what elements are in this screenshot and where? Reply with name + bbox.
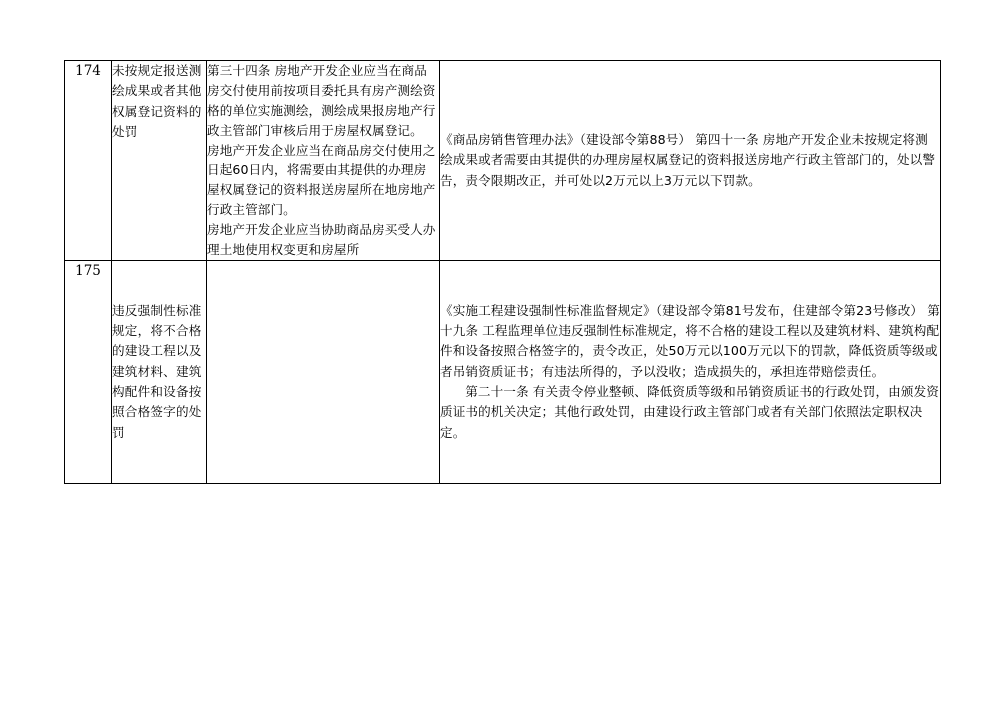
penalty-description-cell [440, 260, 941, 483]
penalty-table [64, 60, 941, 484]
row-number-cell: 175 [65, 260, 112, 483]
table-row [65, 61, 941, 261]
penalty-basis-cell [207, 61, 440, 261]
basis-paragraph: 房地产开发企业应当协助商品房买受人办理土地使用权变更和房屋所 [207, 222, 436, 258]
description-paragraph: 《商品房销售管理办法》（建设部令第88号） 第四十一条 房地产开发企业未按规定将测绘成果或者需要由其提供的办理房屋权属登记的资料报送房地产行政主管部门的，处以警告，责令限期改正，并可处以2万元以上3万元以下罚款。 [440, 131, 936, 188]
table-row [65, 260, 941, 483]
penalty-name-cell: 未按规定报送测绘成果或者其他权属登记资料的处罚 [112, 61, 207, 261]
penalty-name-cell: 违反强制性标准规定，将不合格的建设工程以及建筑材料、建筑构配件和设备按照合格签字的处罚 [112, 260, 207, 483]
penalty-description-cell [440, 61, 941, 261]
basis-paragraph: 房地产开发企业应当在商品房交付使用之日起60日内，将需要由其提供的办理房屋权属登记的资料报送房屋所在地房地产行政主管部门。 [207, 142, 436, 218]
penalty-basis-cell [207, 260, 440, 483]
description-paragraph: 《实施工程建设强制性标准监督规定》（建设部令第81号发布，住建部令第23号修改） 第十九条 工程监理单位违反强制性标准规定，将不合格的建设工程以及建筑材料、建筑构配件和设备按照合格签字的，责令改正，处50万元以100万元以下的罚款，降低资质等级或者吊销资质证书；有违法所得的，予以没收；造成损失的，承担连带赔偿责任。 [440, 302, 940, 379]
description-paragraph: 第二十一条 有关责令停业整顿、降低资质等级和吊销资质证书的行政处罚，由颁发资质证书的机关决定；其他行政处罚，由建设行政主管部门或者有关部门依照法定职权决定。 [440, 384, 939, 440]
basis-paragraph: 第三十四条 房地产开发企业应当在商品房交付使用前按项目委托具有房产测绘资格的单位实施测绘，测绘成果报房地产行政主管部门审核后用于房屋权属登记。 [207, 63, 436, 138]
row-number-cell: 174 [65, 61, 112, 261]
